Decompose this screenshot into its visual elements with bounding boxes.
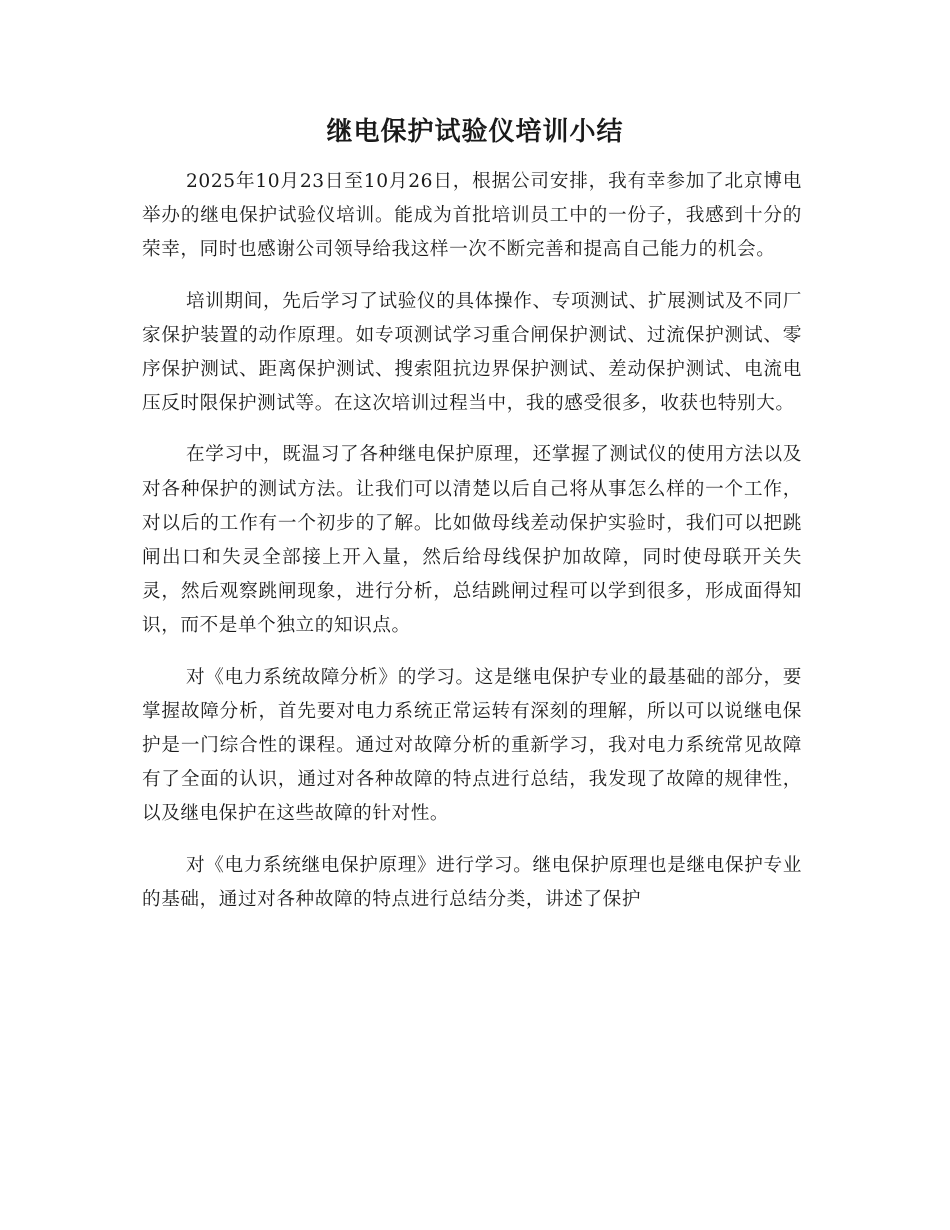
paragraph: 对《电力系统继电保护原理》进行学习。继电保护原理也是继电保护专业的基础，通过对各种故障的特点进行总结分类，讲述了保护 [142,854,802,910]
document-body [142,165,802,934]
paragraph: 2025年10月23日至10月26日，根据公司安排，我有幸参加了北京博电举办的继电保护试验仪培训。能成为首批培训员工中的一份子，我感到十分的荣幸，同时也感谢公司领导给我这样一次不断完善和提高自己能力的机会。 [142,171,802,261]
paragraph: 培训期间，先后学习了试验仪的具体操作、专项测试、扩展测试及不同厂家保护装置的动作原理。如专项测试学习重合闸保护测试、过流保护测试、零序保护测试、距离保护测试、搜索阻抗边界保护测试、差动保护测试、电流电压反时限保护测试等。在这次培训过程当中，我的感受很多，收获也特别大。 [142,290,802,415]
paragraph: 在学习中，既温习了各种继电保护原理，还掌握了测试仪的使用方法以及对各种保护的测试方法。让我们可以清楚以后自己将从事怎么样的一个工作，对以后的工作有一个初步的了解。比如做母线差动保护实验时，我们可以把跳闸出口和失灵全部接上开入量，然后给母线保护加故障，同时使母联开关失灵，然后观察跳闸现象，进行分析，总结跳闸过程可以学到很多，形成面得知识，而不是单个独立的知识点。 [142,444,802,637]
document-title: 继电保护试验仪培训小结 [326,117,624,147]
paragraph: 对《电力系统故障分析》的学习。这是继电保护专业的最基础的部分，要掌握故障分析，首先要对电力系统正常运转有深刻的理解，所以可以说继电保护是一门综合性的课程。通过对故障分析的重新学习，我对电力系统常见故障有了全面的认识，通过对各种故障的特点进行总结，我发现了故障的规律性，以及继电保护在这些故障的针对性。 [142,666,802,825]
